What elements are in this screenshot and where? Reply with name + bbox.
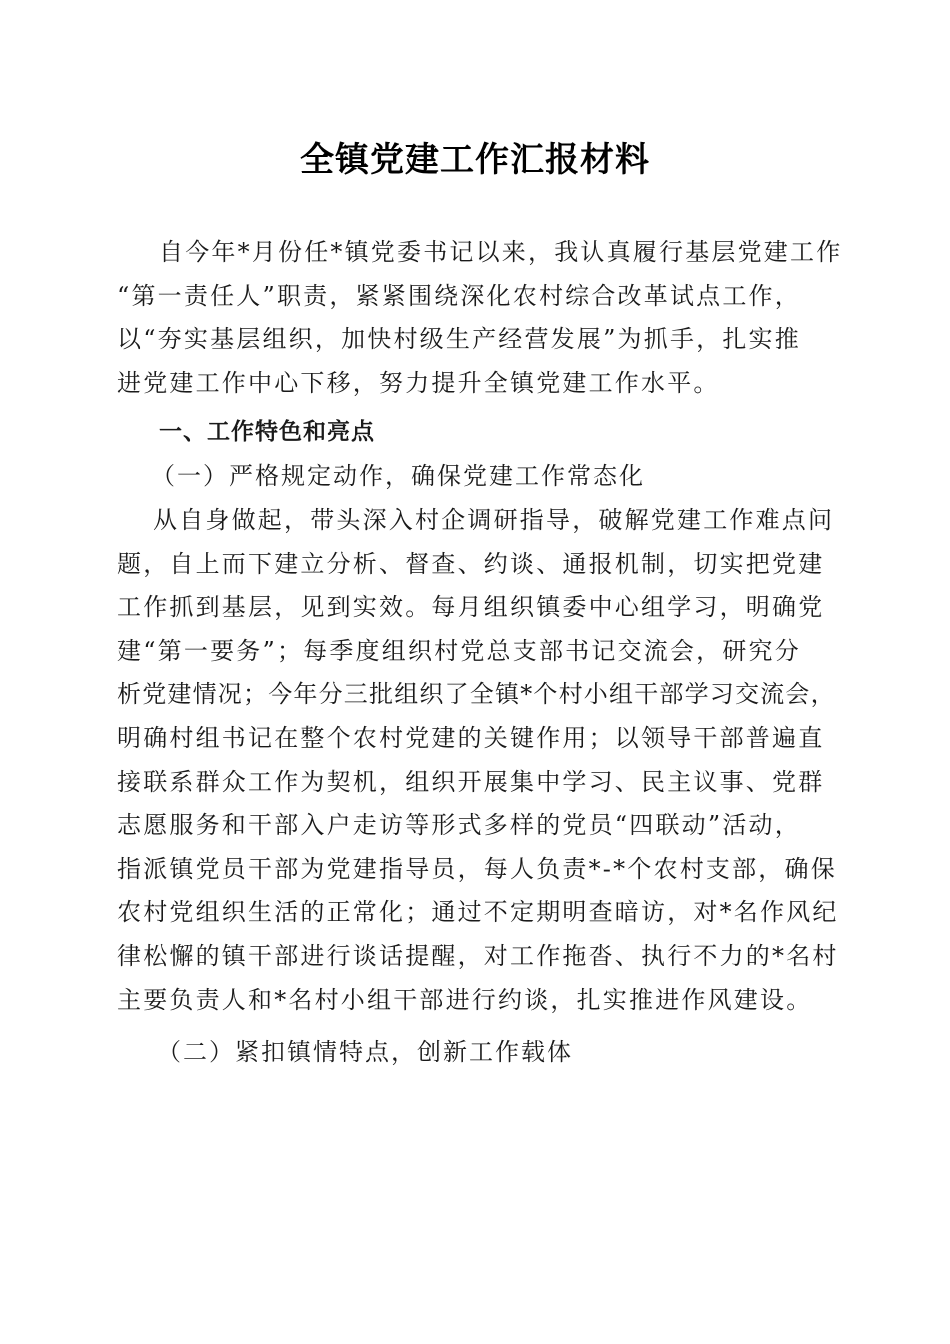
section-1-heading: 一、工作特色和亮点: [159, 419, 375, 445]
intro-line-2: “第一责任人”职责，紧紧围绕深化农村综合改革试点工作，: [117, 281, 801, 310]
intro-paragraph: [117, 231, 843, 405]
subsection-1-paragraph: [117, 499, 837, 1022]
document-title: 全镇党建工作汇报材料: [300, 140, 650, 180]
subsection-2-heading: （二）紧扣镇情特点，创新工作载体: [157, 1038, 573, 1066]
intro-line-4: 进党建工作中心下移，努力提升全镇党建工作水平。: [117, 368, 720, 397]
paragraph-line-8: 志愿服务和干部入户走访等形式多样的党员“四联动”活动，: [117, 811, 801, 840]
paragraph-line-7: 接联系群众工作为契机，组织开展集中学习、民主议事、党群: [117, 767, 825, 796]
paragraph-line-3: 工作抓到基层，见到实效。每月组织镇委中心组学习，明确党: [117, 593, 825, 622]
intro-line-3: 以“夯实基层组织，加快村级生产经营发展”为抓手，扎实推: [117, 325, 801, 354]
paragraph-line-1: 从自身做起，带头深入村企调研指导，破解党建工作难点问: [153, 506, 835, 534]
paragraph-line-5: 析党建情况；今年分三批组织了全镇*个村小组干部学习交流会，: [117, 680, 836, 709]
subsection-2: [117, 1031, 837, 1075]
paragraph-line-6: 明确村组书记在整个农村党建的关键作用；以领导干部普遍直: [117, 723, 825, 752]
paragraph-line-11: 律松懈的镇干部进行谈话提醒，对工作拖沓、执行不力的*名村: [117, 941, 839, 970]
paragraph-line-9: 指派镇党员干部为党建指导员，每人负责*-*个农村支部，确保: [117, 854, 837, 883]
section-1: [117, 411, 837, 498]
paragraph-line-2: 题，自上而下建立分析、督查、约谈、通报机制，切实把党建: [117, 549, 825, 578]
subsection-1-heading: （一）严格规定动作，确保党建工作常态化: [151, 461, 645, 490]
paragraph-line-12: 主要负责人和*名村小组干部进行约谈，扎实推进作风建设。: [117, 985, 813, 1014]
intro-line-1: 自今年*月份任*镇党委书记以来，我认真履行基层党建工作: [159, 238, 843, 266]
paragraph-line-10: 农村党组织生活的正常化；通过不定期明查暗访，对*名作风纪: [117, 898, 839, 927]
paragraph-line-4: 建“第一要务”；每季度组织村党总支部书记交流会，研究分: [117, 636, 801, 665]
